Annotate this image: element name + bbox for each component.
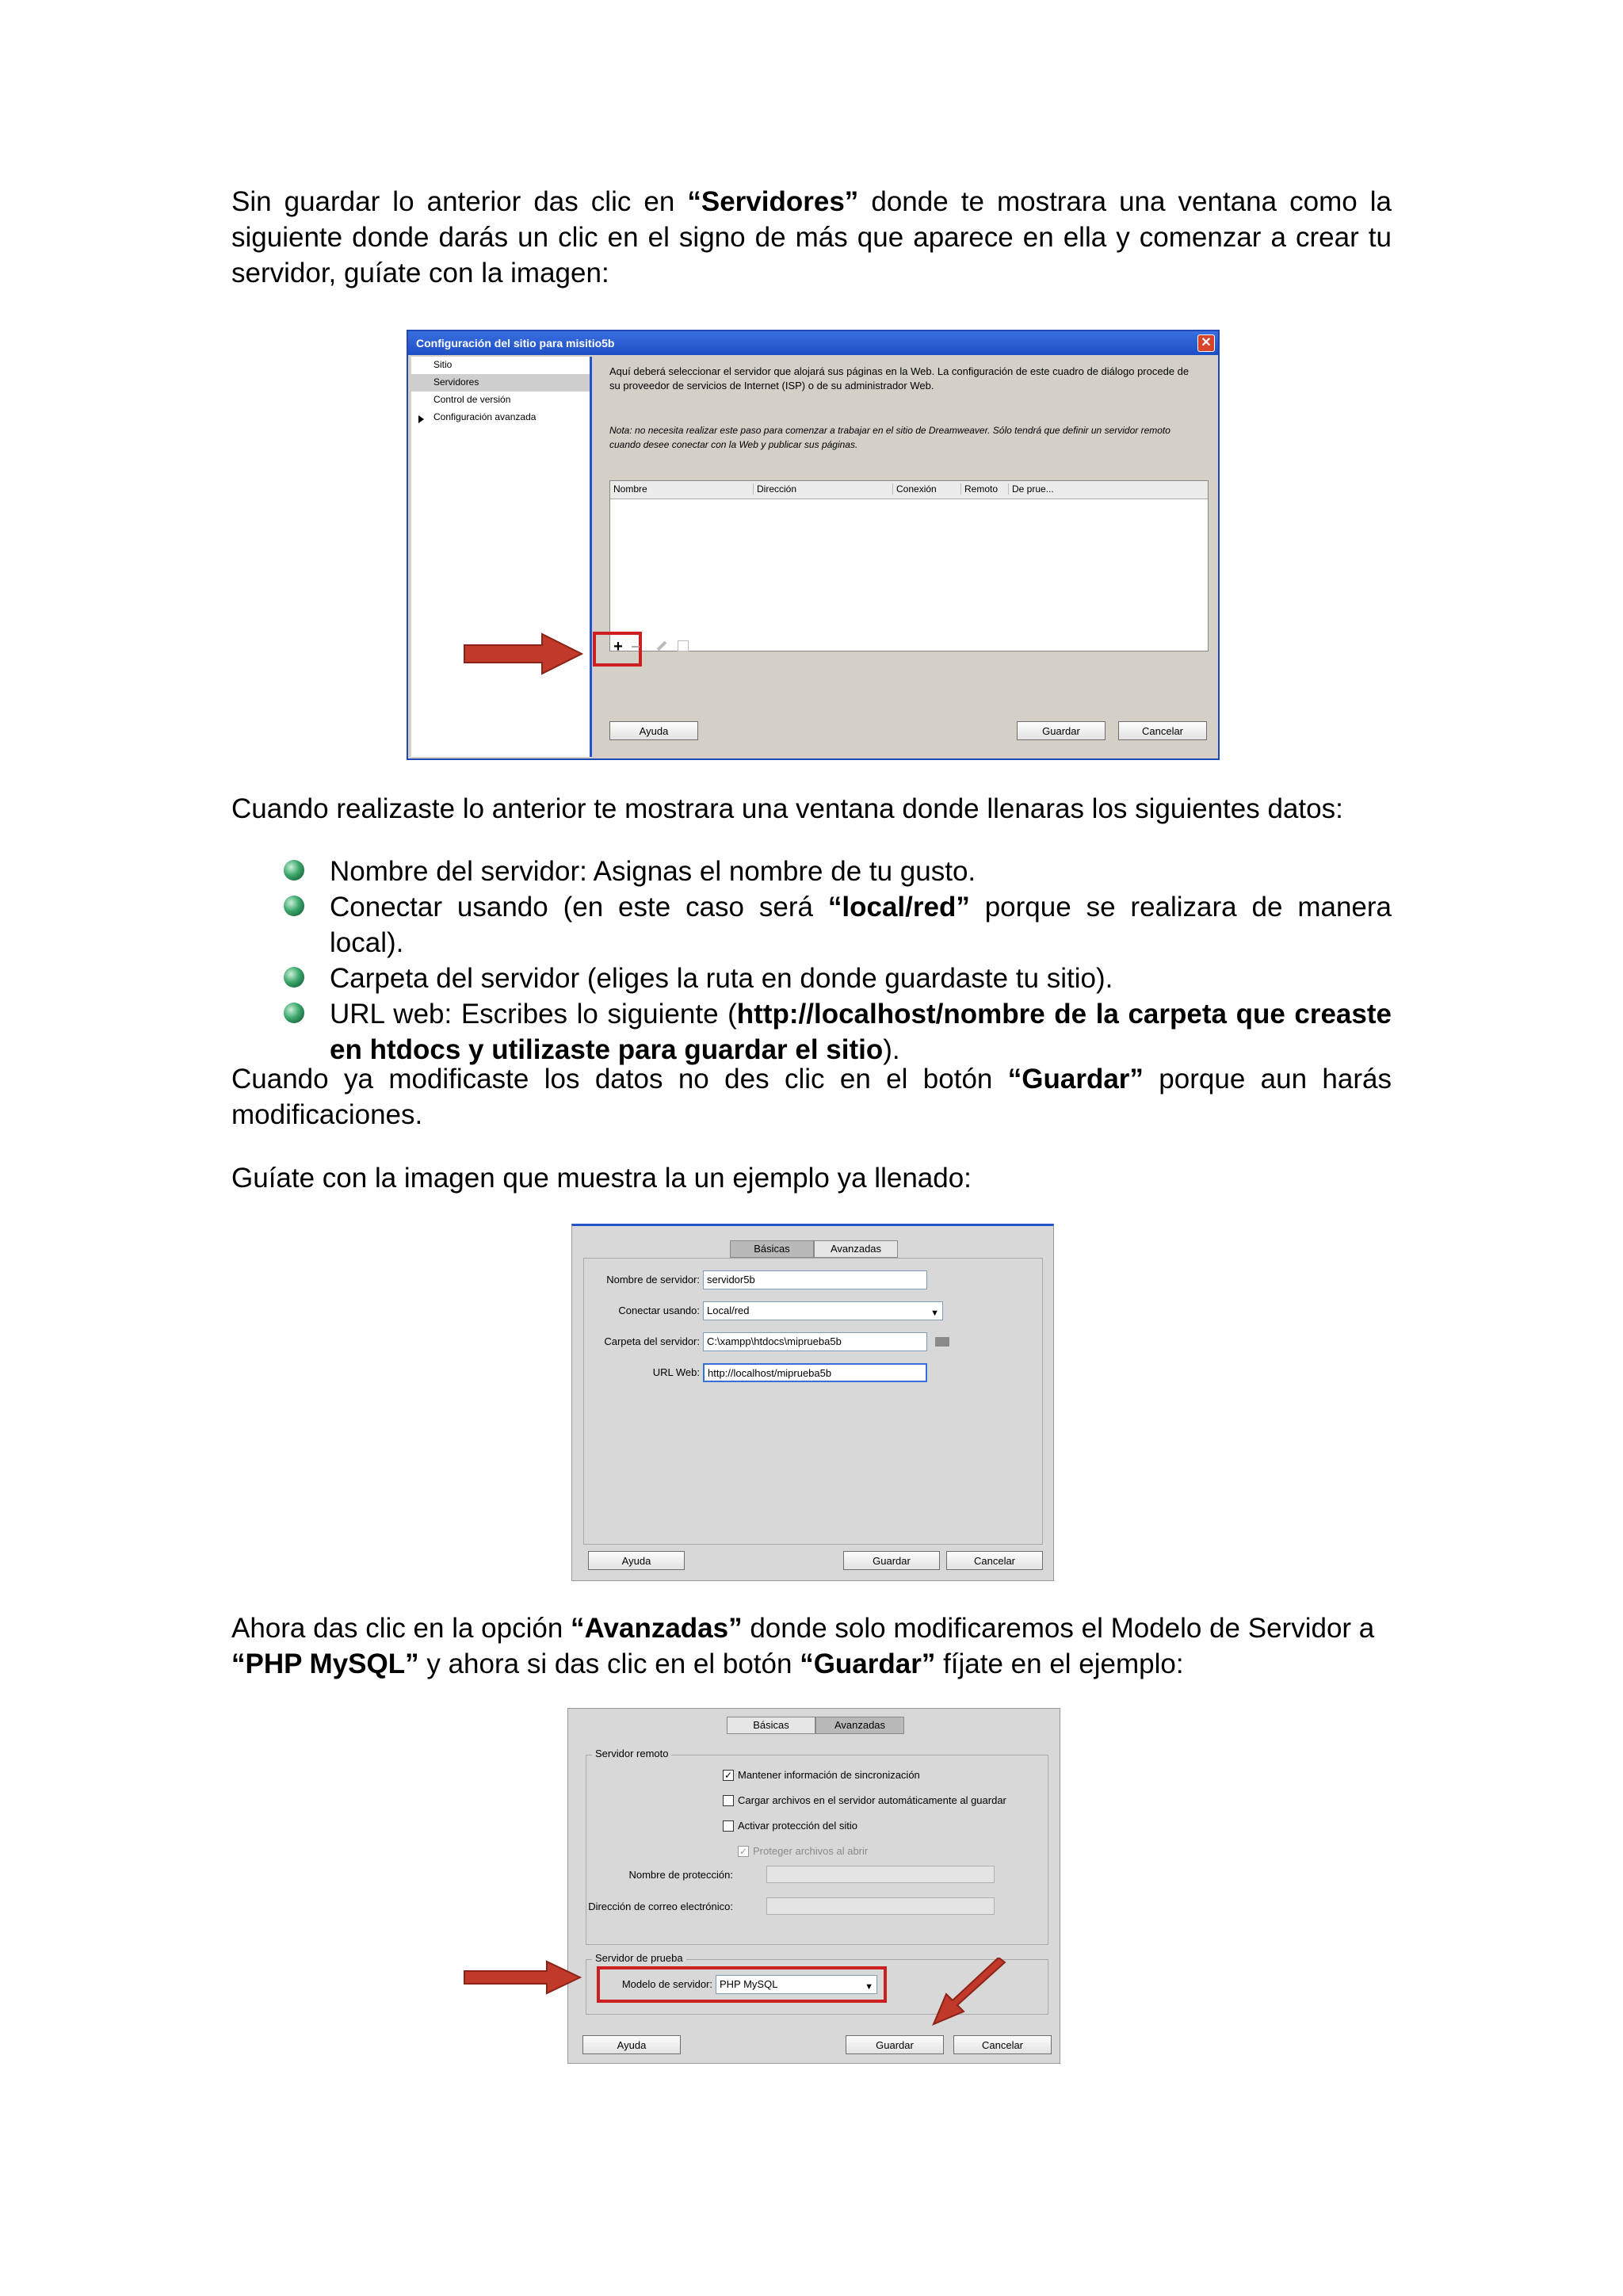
server-name-field[interactable]: servidor5b [703,1270,927,1289]
sidebar-item-config-avanzada[interactable]: Configuración avanzada [433,411,537,422]
help-button[interactable]: Ayuda [609,721,698,740]
list-item [277,854,1392,889]
cancel-button[interactable]: Cancelar [946,1551,1043,1570]
chevron-down-icon: ▼ [865,1982,873,1992]
sidebar-item-servidores[interactable] [411,374,590,392]
protection-name-field[interactable] [766,1866,995,1883]
info-text: Aquí deberá seleccionar el servidor que alojará sus páginas en la Web. La configuración de este cuadro de diálogo procede de su proveedor de servicios de Internet (ISP) o de su administrador Web. [609,365,1190,392]
server-model-select[interactable] [716,1975,877,1994]
bold-text: “Servidores” [687,186,859,217]
column-header[interactable]: De prue... [1008,483,1054,495]
save-button[interactable]: Guardar [846,2035,944,2054]
help-button[interactable]: Ayuda [582,2035,681,2054]
list-item [277,961,1392,996]
connect-using-label: Conectar usando: [618,1305,700,1316]
save-button[interactable]: Guardar [1017,721,1106,740]
column-header[interactable]: Nombre [613,483,647,495]
text: Carpeta del servidor (eliges la ruta en donde guardaste tu sitio). [330,963,1113,994]
email-label: Dirección de correo electrónico: [588,1901,733,1912]
bullet-icon [284,860,304,881]
close-icon[interactable]: ✕ [1197,334,1215,352]
screenshot-site-config-dialog [407,330,1220,760]
cancel-button[interactable]: Cancelar [953,2035,1052,2054]
text: Sin guardar lo anterior das clic en [231,186,688,217]
url-web-label: URL Web: [652,1366,700,1378]
add-server-button[interactable]: + [613,638,623,655]
connect-using-value: Local/red [707,1305,750,1316]
column-header[interactable]: Remoto [960,483,998,495]
paragraph-example: Guíate con la imagen que muestra la un ejemplo ya llenado: [231,1163,972,1194]
text: Ahora das clic en la opción [231,1613,571,1644]
site-protection-label: Activar protección del sitio [738,1820,858,1832]
bullet-icon [284,967,304,988]
text: Cuando ya modificaste los datos no des clic en el botón [231,1064,1008,1095]
url-web-field[interactable]: http://localhost/miprueba5b [703,1363,927,1382]
bullet-icon [284,896,304,916]
text: Conectar usando (en este caso será [330,892,828,923]
red-arrow-icon [922,1958,1010,2029]
red-arrow-icon [463,631,583,677]
red-arrow-icon [463,1959,582,1996]
protect-on-open-checkbox[interactable]: ✓ [739,1846,748,1857]
protect-on-open-label: Proteger archivos al abrir [753,1845,869,1857]
tab-basicas[interactable]: Básicas [727,1717,815,1734]
text: donde te mostrara una ventana como la siguiente donde darás un clic en el signo de más que aparece en ella y comenzar a crear tu servidor, guíate con la imagen: [231,186,1392,288]
sidebar-item-sitio[interactable]: Sitio [433,359,453,370]
server-name-label: Nombre de servidor: [606,1274,700,1286]
dialog-title: Configuración del sitio para misitio5b [416,337,615,350]
save-button[interactable]: Guardar [843,1551,940,1570]
folder-icon[interactable] [935,1337,949,1347]
list-item [277,889,1392,961]
auto-upload-label: Cargar archivos en el servidor automáticamente al guardar [738,1794,1006,1806]
column-header[interactable]: Conexión [892,483,937,495]
text: donde solo modificaremos el Modelo de Servidor a [742,1613,1375,1644]
bullet-icon [284,1003,304,1023]
paragraph-warning [231,1061,1392,1133]
text: Nombre del servidor: Asignas el nombre de tu gusto. [330,856,976,887]
servers-table [609,480,1209,651]
note-text: Nota: no necesita realizar este paso para comenzar a trabajar en el sitio de Dreamweaver. Sólo tendrá que definir un servidor remoto cuando desee conectar con la Web y publicar sus páginas. [609,425,1170,450]
text: fíjate en el ejemplo: [935,1648,1184,1679]
sync-info-label: Mantener información de sincronización [738,1769,920,1781]
dialog-sidebar [411,357,592,757]
bold-text: “Guardar” [1007,1064,1144,1095]
sidebar-item-control-version[interactable]: Control de versión [433,394,511,405]
data-list [277,854,1392,1068]
protection-name-label: Nombre de protección: [628,1869,733,1881]
bold-text: “Avanzadas” [571,1613,743,1644]
cancel-button[interactable]: Cancelar [1118,721,1207,740]
help-button[interactable]: Ayuda [588,1551,685,1570]
email-field[interactable] [766,1897,995,1915]
list-item [277,996,1392,1068]
paragraph-advanced [231,1610,1392,1682]
paragraph-instructions: Cuando realizaste lo anterior te mostrara una ventana donde llenaras los siguientes datos: [231,793,1343,824]
minus-icon [632,646,640,648]
bold-text: “PHP MySQL” [231,1648,419,1679]
bold-text: “Guardar” [800,1648,936,1679]
remote-server-group-title: Servidor remoto [592,1748,671,1759]
text: URL web: Escribes lo siguiente ( [330,999,737,1030]
connect-using-select[interactable] [703,1301,943,1320]
test-server-group-title: Servidor de prueba [592,1952,686,1964]
site-protection-checkbox[interactable] [723,1820,734,1832]
dialog-titlebar [408,331,1218,355]
table-header [610,481,1208,499]
server-model-label: Modelo de servidor: [621,1978,712,1990]
tab-basicas[interactable]: Básicas [730,1240,814,1258]
text: porque aun harás modificaciones. [231,1064,1392,1130]
sync-info-checkbox[interactable]: ✓ [724,1770,733,1781]
duplicate-icon [678,640,689,651]
bold-text: http://localhost/nombre de la carpeta que creaste en htdocs y utilizaste para guardar el sitio [330,999,1392,1065]
triangle-right-icon [418,415,424,423]
text: porque se realizara de manera local). [330,892,1392,958]
chevron-down-icon: ▼ [930,1308,939,1318]
text: y ahora si das clic en el botón [418,1648,800,1679]
tab-avanzadas[interactable]: Avanzadas [814,1240,898,1258]
paragraph-intro [231,184,1392,291]
tab-avanzadas[interactable]: Avanzadas [815,1717,904,1734]
server-model-value: PHP MySQL [720,1978,778,1990]
sidebar-item-label: Servidores [433,376,479,388]
server-folder-field[interactable]: C:\xampp\htdocs\miprueba5b [703,1332,927,1351]
server-folder-label: Carpeta del servidor: [604,1335,700,1347]
screenshot-basic-server-dialog [571,1224,1054,1581]
column-header[interactable]: Dirección [753,483,796,495]
bold-text: “local/red” [827,892,970,923]
text: ). [883,1034,900,1065]
auto-upload-checkbox[interactable] [723,1795,734,1806]
